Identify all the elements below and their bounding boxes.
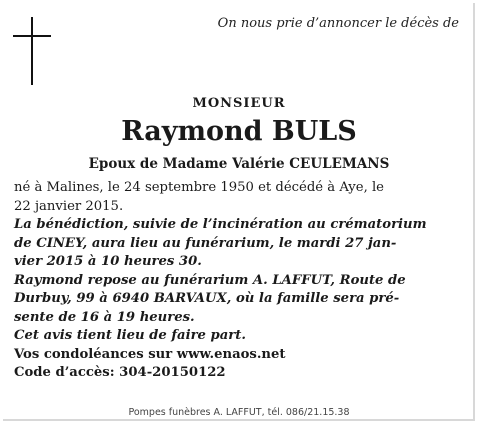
birth-death-line-1: né à Malines, le 24 septembre 1950 et décédé à Aye, le (14, 180, 384, 195)
repose-line-2: Durbuy, 99 à 6940 BARVAUX, où la famille sera pré- (14, 291, 400, 306)
avis-line: Cet avis tient lieu de faire part. (14, 328, 246, 343)
notice-body (14, 179, 460, 383)
ceremony-line-3: vier 2015 à 10 heures 30. (14, 254, 202, 269)
cross-icon (13, 17, 53, 87)
spouse-line: Epoux de Madame Valérie CEULEMANS (88, 156, 390, 172)
ceremony-line-2: de CINEY, aura lieu au funérarium, le mardi 27 jan- (14, 235, 397, 251)
ceremony-line-1: La bénédiction, suivie de l’incinération au crématorium (14, 217, 427, 232)
birth-death-line-2: 22 janvier 2015. (14, 198, 124, 214)
honorific-title: MONSIEUR (192, 96, 286, 111)
intro-text: On nous prie d’annoncer le décès de (217, 16, 459, 31)
death-notice (3, 3, 475, 421)
repose-line-1: Raymond repose au funérarium A. LAFFUT, Route de (14, 272, 406, 288)
condolences-line: Vos condoléances sur www.enaos.net (14, 346, 286, 362)
repose-line-3: sente de 16 à 19 heures. (14, 309, 195, 325)
funeral-home-footer: Pompes funèbres A. LAFFUT, tél. 086/21.15.38 (128, 407, 350, 418)
deceased-name: Raymond BULS (121, 116, 357, 147)
access-code-line: Code d’accès: 304-20150122 (14, 365, 226, 380)
